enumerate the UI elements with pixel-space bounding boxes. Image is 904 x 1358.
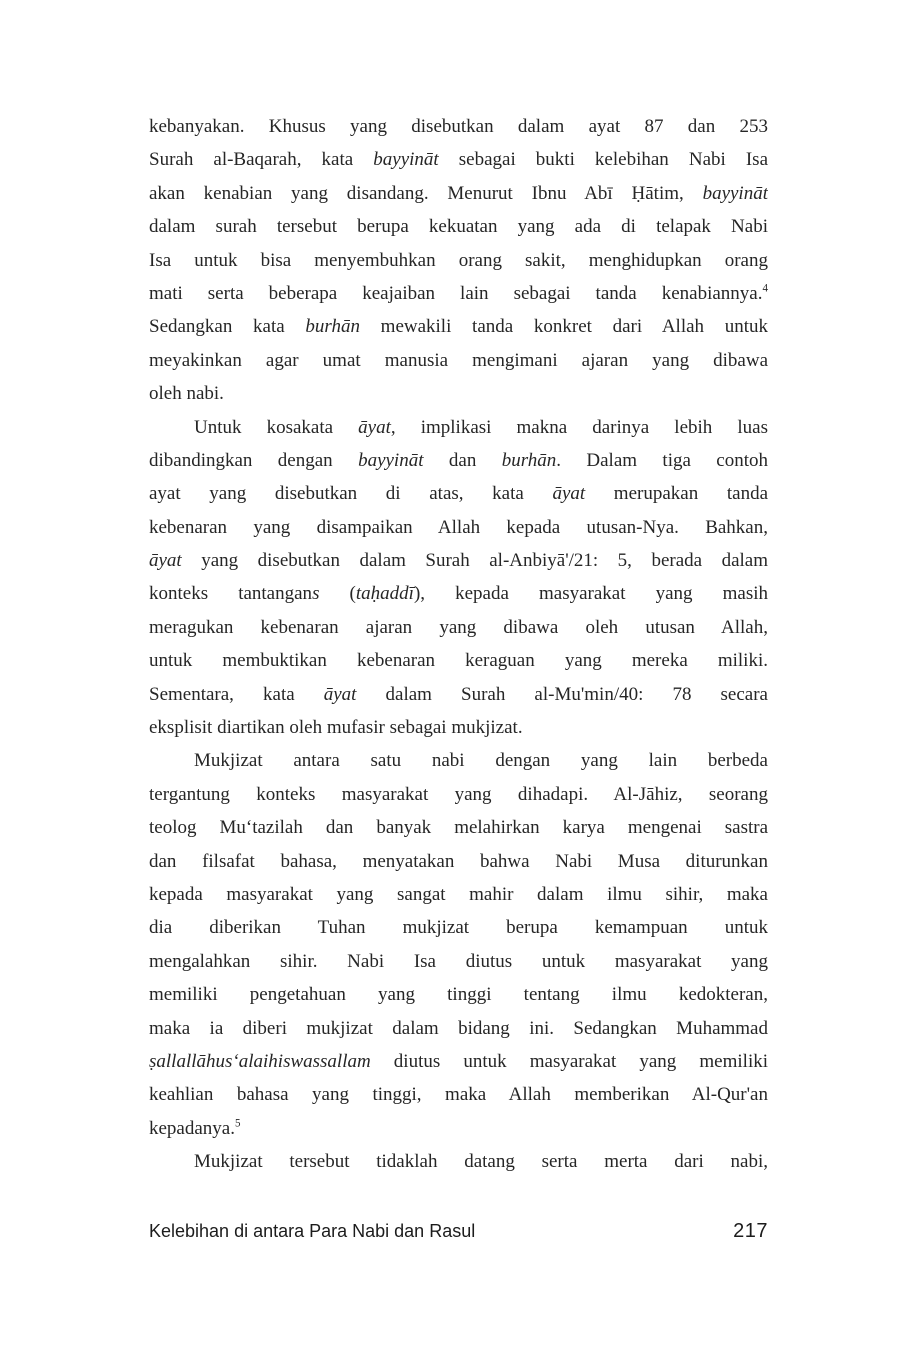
text-line [149, 678, 768, 711]
text-segment: dalam Surah al-Mu'min/40: 78 secara [356, 683, 768, 705]
text-segment: memiliki pengetahuan yang tinggi tentang ilmu kedokteran, [149, 984, 768, 1006]
text-segment: meragukan kebenaran ajaran yang dibawa oleh utusan Allah, [149, 616, 768, 638]
text-line [149, 845, 768, 878]
text-segment: oleh nabi. [149, 383, 224, 405]
text-line [149, 1012, 768, 1045]
text-line [149, 911, 768, 944]
footnote-reference: 5 [234, 1117, 241, 1130]
text-line [149, 744, 768, 777]
text-line [149, 878, 768, 911]
text-segment: mati serta beberapa keajaiban lain sebagai tanda kenabiannya. [149, 282, 763, 304]
text-line [149, 811, 768, 844]
text-segment: Untuk kosakata [194, 416, 359, 438]
text-line [149, 511, 768, 544]
text-line [149, 978, 768, 1011]
text-segment: burhān [501, 449, 557, 471]
text-segment: ṣallallāhus‘alaihiswassallam [149, 1050, 371, 1072]
text-segment: dia diberikan Tuhan mukjizat berupa kemampuan untuk [149, 917, 768, 939]
text-segment: kepada masyarakat yang sangat mahir dalam ilmu sihir, maka [149, 883, 768, 905]
text-segment: maka ia diberi mukjizat dalam bidang ini. Sedangkan Muhammad [149, 1017, 768, 1039]
text-line [149, 1112, 768, 1145]
paragraph [149, 411, 768, 745]
text-line [149, 544, 768, 577]
text-segment: āyat [552, 483, 586, 505]
text-line [149, 577, 768, 610]
text-segment: āyat [358, 416, 391, 438]
text-line [149, 244, 768, 277]
text-segment: dalam surah tersebut berupa kekuatan yang ada di telapak Nabi [149, 216, 768, 238]
footnote-reference: 4 [762, 282, 768, 295]
text-line [149, 277, 768, 310]
text-line [149, 377, 768, 410]
text-line [149, 444, 768, 477]
text-line [149, 711, 768, 744]
text-segment: meyakinkan agar umat manusia mengimani ajaran yang dibawa [149, 349, 768, 371]
text-segment: taḥaddī [355, 583, 414, 605]
text-line [149, 344, 768, 377]
text-segment: , implikasi makna darinya lebih luas [390, 416, 768, 438]
text-segment: keahlian bahasa yang tinggi, maka Allah memberikan Al-Qur'an [149, 1084, 768, 1106]
text-segment: mengalahkan sihir. Nabi Isa diutus untuk masyarakat yang [149, 950, 768, 972]
text-line [149, 611, 768, 644]
text-line [149, 143, 768, 176]
text-line [149, 945, 768, 978]
text-segment: Mukjizat antara satu nabi dengan yang lain berbeda [194, 750, 768, 772]
text-segment: mewakili tanda konkret dari Allah untuk [359, 316, 768, 338]
paragraph [149, 110, 768, 411]
text-segment: ), kepada masyarakat yang masih [413, 583, 768, 605]
text-segment: Sementara, kata [149, 683, 324, 705]
text-segment: untuk membuktikan kebenaran keraguan yang mereka miliki. [149, 650, 768, 672]
text-line [149, 411, 768, 444]
text-segment: āyat [323, 683, 357, 705]
text-segment: kebenaran yang disampaikan Allah kepada utusan-Nya. Bahkan, [149, 516, 768, 538]
paragraph [149, 1145, 768, 1178]
text-segment: kepadanya. [149, 1117, 235, 1139]
text-segment: dibandingkan dengan [149, 449, 359, 471]
text-segment: dan [423, 449, 502, 471]
text-segment: Mukjizat tersebut tidaklah datang serta merta dari nabi, [194, 1151, 768, 1173]
text-segment: konteks tantangan [149, 583, 313, 605]
text-segment: . Dalam tiga contoh [556, 449, 768, 471]
paragraph [149, 744, 768, 1145]
text-segment: ( [319, 583, 356, 605]
text-segment: yang disebutkan dalam Surah al-Anbiyā'/21: 5, berada dalam [181, 550, 768, 572]
text-segment: dan filsafat bahasa, menyatakan bahwa Nabi Musa diturunkan [149, 850, 768, 872]
text-segment: sebagai bukti kelebihan Nabi Isa [438, 149, 768, 171]
text-line [149, 110, 768, 143]
text-segment: s [312, 583, 320, 605]
text-line [149, 1078, 768, 1111]
text-line [149, 1045, 768, 1078]
text-segment: āyat [149, 550, 182, 572]
text-line [149, 210, 768, 243]
text-line [149, 310, 768, 343]
text-segment: tergantung konteks masyarakat yang dihadapi. Al-Jāhiz, seorang [149, 783, 768, 805]
text-line [149, 644, 768, 677]
text-segment: Sedangkan kata [149, 316, 306, 338]
text-segment: diutus untuk masyarakat yang memiliki [370, 1050, 768, 1072]
text-segment: bayyināt [358, 449, 424, 471]
page-text [149, 110, 768, 1179]
running-footer-title: Kelebihan di antara Para Nabi dan Rasul [149, 1221, 476, 1241]
text-segment: burhān [305, 316, 360, 338]
text-segment: bayyināt [373, 149, 439, 171]
text-segment: teolog Mu‘tazilah dan banyak melahirkan karya mengenai sastra [149, 817, 768, 839]
text-segment: bayyināt [702, 182, 768, 204]
text-line [149, 477, 768, 510]
text-segment: Surah al-Baqarah, kata [149, 149, 374, 171]
text-segment: ayat yang disebutkan di atas, kata [149, 483, 553, 505]
text-segment: kebanyakan. Khusus yang disebutkan dalam ayat 87 dan 253 [149, 116, 768, 137]
text-line [149, 778, 768, 811]
text-segment: akan kenabian yang disandang. Menurut Ibnu Abī Ḥātim, [149, 182, 703, 204]
text-line [149, 1145, 768, 1178]
page-number: 217 [733, 1220, 768, 1242]
text-line [149, 177, 768, 210]
text-segment: merupakan tanda [585, 483, 768, 505]
text-segment: Isa untuk bisa menyembuhkan orang sakit, menghidupkan orang [149, 249, 768, 271]
text-segment: eksplisit diartikan oleh mufasir sebagai mukjizat. [149, 717, 523, 739]
page-footer [149, 1220, 768, 1243]
